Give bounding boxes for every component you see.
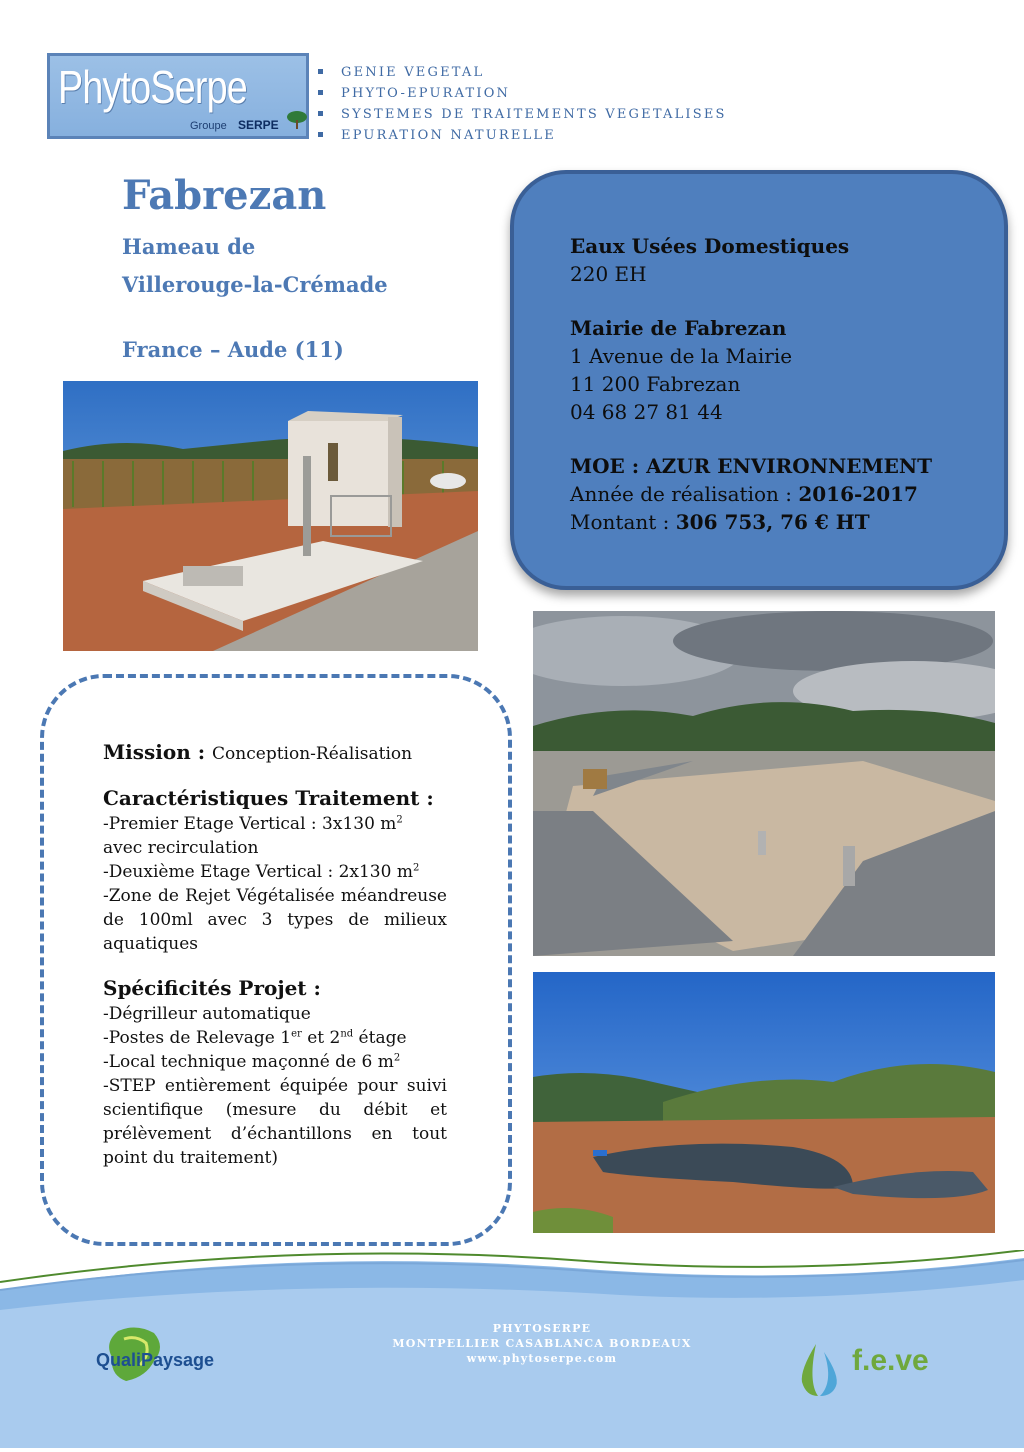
spec-item-4: -STEP entièrement équipée pour suivi scientifique (mesure du débit et prélèvement d’échantillons en tout point du traitement) [103, 1076, 447, 1168]
client-address-line1: 1 Avenue de la Mairie [570, 344, 793, 368]
project-title: Fabrezan [122, 172, 327, 219]
spec-item-3-text: -Local technique maçonné de 6 m [103, 1052, 394, 1072]
treatment-item-2 [103, 860, 447, 884]
moe-label: MOE : AZUR ENVIRONNEMENT [570, 454, 933, 478]
treatment-title: Caractéristiques Traitement : [103, 786, 434, 810]
logo-serpe-text: SERPE [238, 118, 279, 132]
specs-title: Spécificités Projet : [103, 976, 321, 1000]
treatment-item-1-text: -Premier Etage Vertical : 3x130 m [103, 814, 397, 834]
client-address-line2: 11 200 Fabrezan [570, 372, 741, 396]
ordinal-sup: nd [340, 1028, 354, 1040]
photo-technical-building [63, 381, 478, 651]
spec-item-2 [103, 1026, 447, 1050]
logo-brand-text: PhytoSerpe [58, 61, 247, 113]
tagline-item: GENIE VEGETAL [318, 62, 727, 83]
effluent-label: Eaux Usées Domestiques [570, 234, 850, 258]
photo-lagoon [533, 972, 995, 1233]
mission-value: Conception-Réalisation [212, 744, 413, 764]
footer-website[interactable]: www.phytoserpe.com [466, 1352, 618, 1365]
tagline-item: EPURATION NATURELLE [318, 125, 727, 146]
year-row [570, 480, 1004, 508]
project-subtitle-line1: Hameau de [122, 234, 256, 259]
capacity-value: 220 EH [570, 262, 647, 286]
amount-value: 306 753, 76 € HT [675, 510, 870, 534]
exponent: 2 [393, 1052, 401, 1064]
treatment-item-2-text: -Deuxième Etage Vertical : 2x130 m [103, 862, 413, 882]
client-phone: 04 68 27 81 44 [570, 400, 723, 424]
qualipaysage-label: QualiPaysage [96, 1350, 215, 1370]
footer-cities: MONTPELLIER CASABLANCA BORDEAUX [392, 1337, 692, 1350]
footer-company: PHYTOSERPE [492, 1322, 592, 1335]
spec-item-3 [103, 1050, 447, 1074]
spec-item-2-text: -Postes de Relevage 1 [103, 1028, 292, 1048]
year-value: 2016-2017 [798, 482, 918, 506]
tree-icon [286, 108, 308, 130]
photo-filter-bed [533, 611, 995, 956]
phytoserpe-logo [47, 53, 309, 139]
ordinal-sup: er [291, 1028, 302, 1040]
client-name: Mairie de Fabrezan [570, 316, 787, 340]
exponent: 2 [412, 862, 420, 874]
exponent: 2 [396, 814, 403, 826]
spec-item-2-text: et 2 [301, 1028, 341, 1048]
project-info-box [510, 170, 1008, 590]
mission-label: Mission : [103, 740, 213, 764]
treatment-item-3: -Zone de Rejet Végétalisée méandreuse de 100ml avec 3 types de milieux aquatiques [103, 886, 447, 954]
feve-drop-icon [796, 1342, 846, 1398]
logo-groupe-text: Groupe [190, 120, 227, 132]
spec-item-1: -Dégrilleur automatique [103, 1004, 311, 1024]
treatment-item-1 [103, 812, 447, 836]
project-subtitle-line2: Villerouge-la-Crémade [122, 272, 388, 297]
project-location: France – Aude (11) [122, 337, 344, 362]
treatment-item-1-cont: avec recirculation [103, 838, 259, 858]
spec-item-2-text: étage [353, 1028, 407, 1048]
feve-label: f.e.ve [852, 1344, 929, 1377]
tagline-list [318, 62, 727, 146]
amount-label: Montant : [570, 510, 676, 534]
year-label: Année de réalisation : [570, 482, 799, 506]
tagline-item: PHYTO-EPURATION [318, 83, 727, 104]
mission-row [103, 738, 447, 766]
mission-content [103, 738, 447, 1170]
tagline-item: SYSTEMES DE TRAITEMENTS VEGETALISES [318, 104, 727, 125]
amount-row [570, 508, 1004, 536]
